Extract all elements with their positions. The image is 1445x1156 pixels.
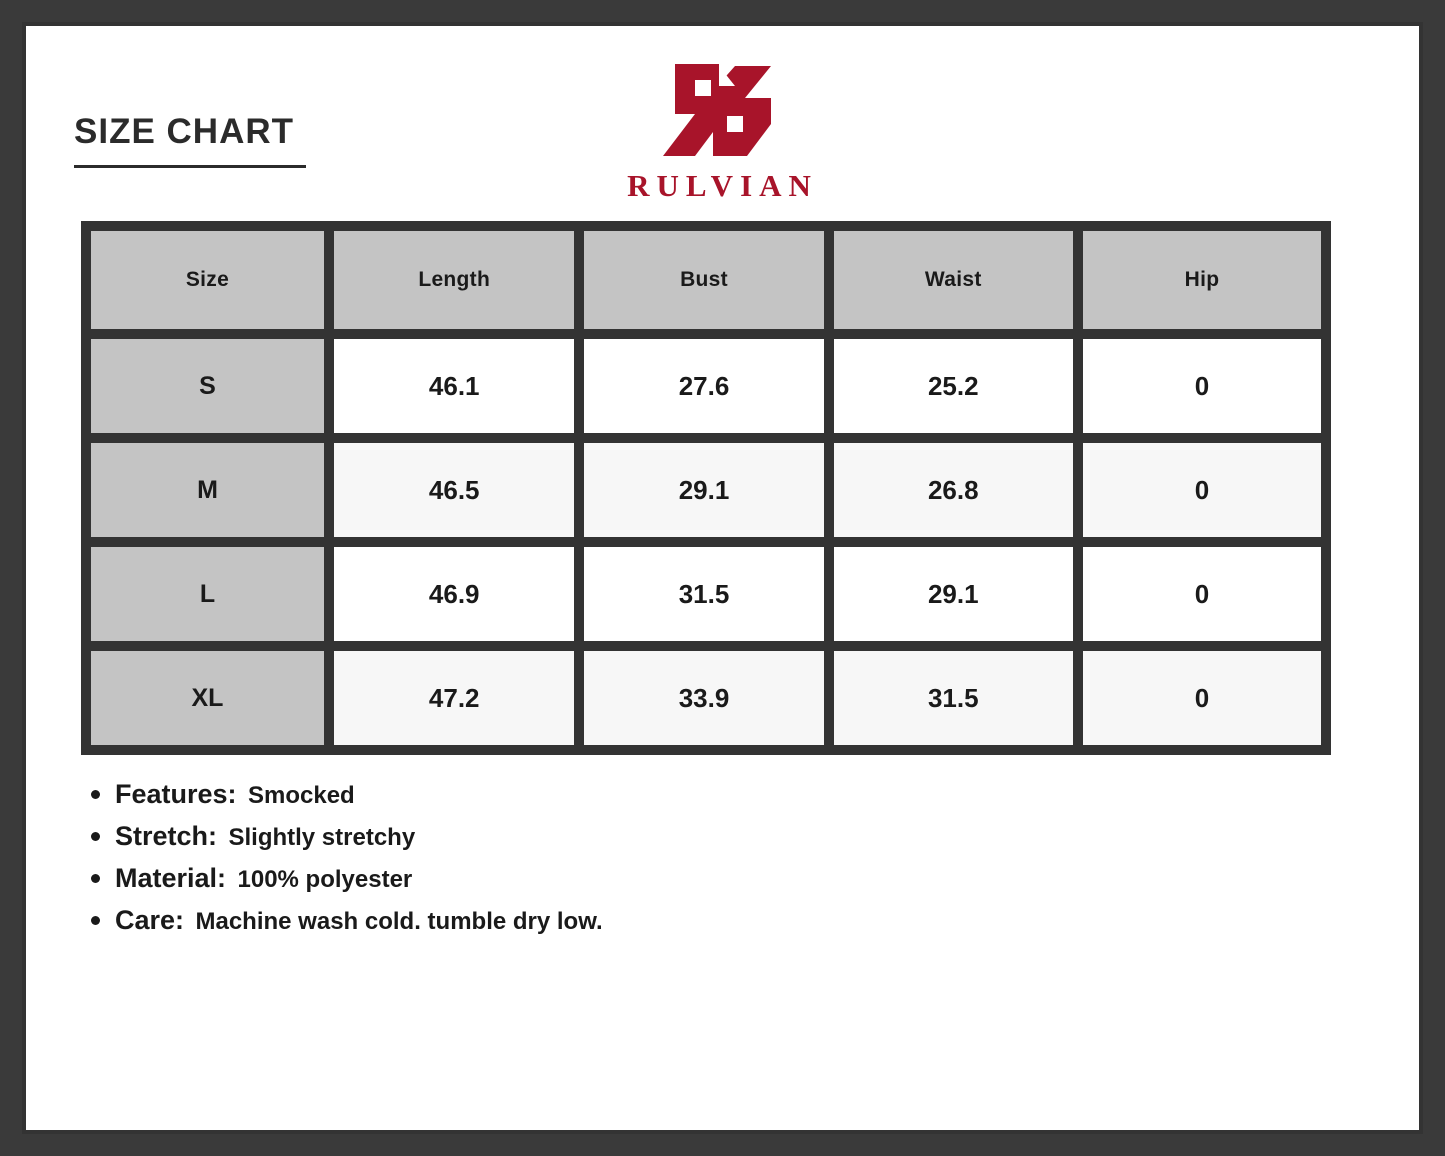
size-table-wrap	[81, 221, 1364, 755]
cell-bust: 27.6	[579, 334, 828, 438]
table-header-row	[86, 226, 1326, 334]
note-value-features: Smocked	[248, 782, 355, 809]
cell-bust: 33.9	[579, 646, 828, 750]
column-header-hip: Hip	[1078, 226, 1326, 334]
product-notes-list	[88, 781, 1419, 934]
cell-length: 46.1	[329, 334, 580, 438]
note-value-material: 100% polyester	[237, 866, 413, 893]
table-header	[86, 226, 1326, 334]
note-label-care: Care:	[115, 905, 185, 935]
table-row	[86, 646, 1326, 750]
cell-hip: 0	[1078, 438, 1326, 542]
cell-bust: 31.5	[579, 542, 828, 646]
brand-block	[26, 58, 1419, 204]
note-label-material: Material:	[115, 863, 227, 893]
cell-waist: 29.1	[829, 542, 1078, 646]
list-item	[88, 865, 1419, 892]
list-item	[88, 823, 1419, 850]
cell-hip: 0	[1078, 334, 1326, 438]
cell-hip: 0	[1078, 646, 1326, 750]
cell-length: 46.9	[329, 542, 580, 646]
cell-waist: 25.2	[829, 334, 1078, 438]
cell-hip: 0	[1078, 542, 1326, 646]
rulvian-r-logo-icon	[661, 58, 785, 162]
cell-size: M	[86, 438, 329, 542]
cell-size: S	[86, 334, 329, 438]
page-title: SIZE CHART	[74, 112, 294, 151]
cell-size: L	[86, 542, 329, 646]
list-item	[88, 781, 1419, 808]
note-label-stretch: Stretch:	[115, 821, 218, 851]
column-header-bust: Bust	[579, 226, 828, 334]
table-row	[86, 438, 1326, 542]
table-body	[86, 334, 1326, 750]
note-value-care: Machine wash cold. tumble dry low.	[195, 908, 603, 935]
column-header-length: Length	[329, 226, 580, 334]
document-frame	[22, 22, 1423, 1134]
cell-length: 47.2	[329, 646, 580, 750]
table-row	[86, 334, 1326, 438]
document-header	[26, 26, 1419, 221]
cell-waist: 31.5	[829, 646, 1078, 750]
cell-waist: 26.8	[829, 438, 1078, 542]
column-header-size: Size	[86, 226, 329, 334]
size-chart-table	[81, 221, 1331, 755]
note-label-features: Features:	[115, 779, 237, 809]
table-row	[86, 542, 1326, 646]
note-value-stretch: Slightly stretchy	[228, 824, 416, 851]
brand-name: RULVIAN	[627, 168, 818, 203]
list-item	[88, 907, 1419, 934]
cell-length: 46.5	[329, 438, 580, 542]
column-header-waist: Waist	[829, 226, 1078, 334]
cell-size: XL	[86, 646, 329, 750]
cell-bust: 29.1	[579, 438, 828, 542]
